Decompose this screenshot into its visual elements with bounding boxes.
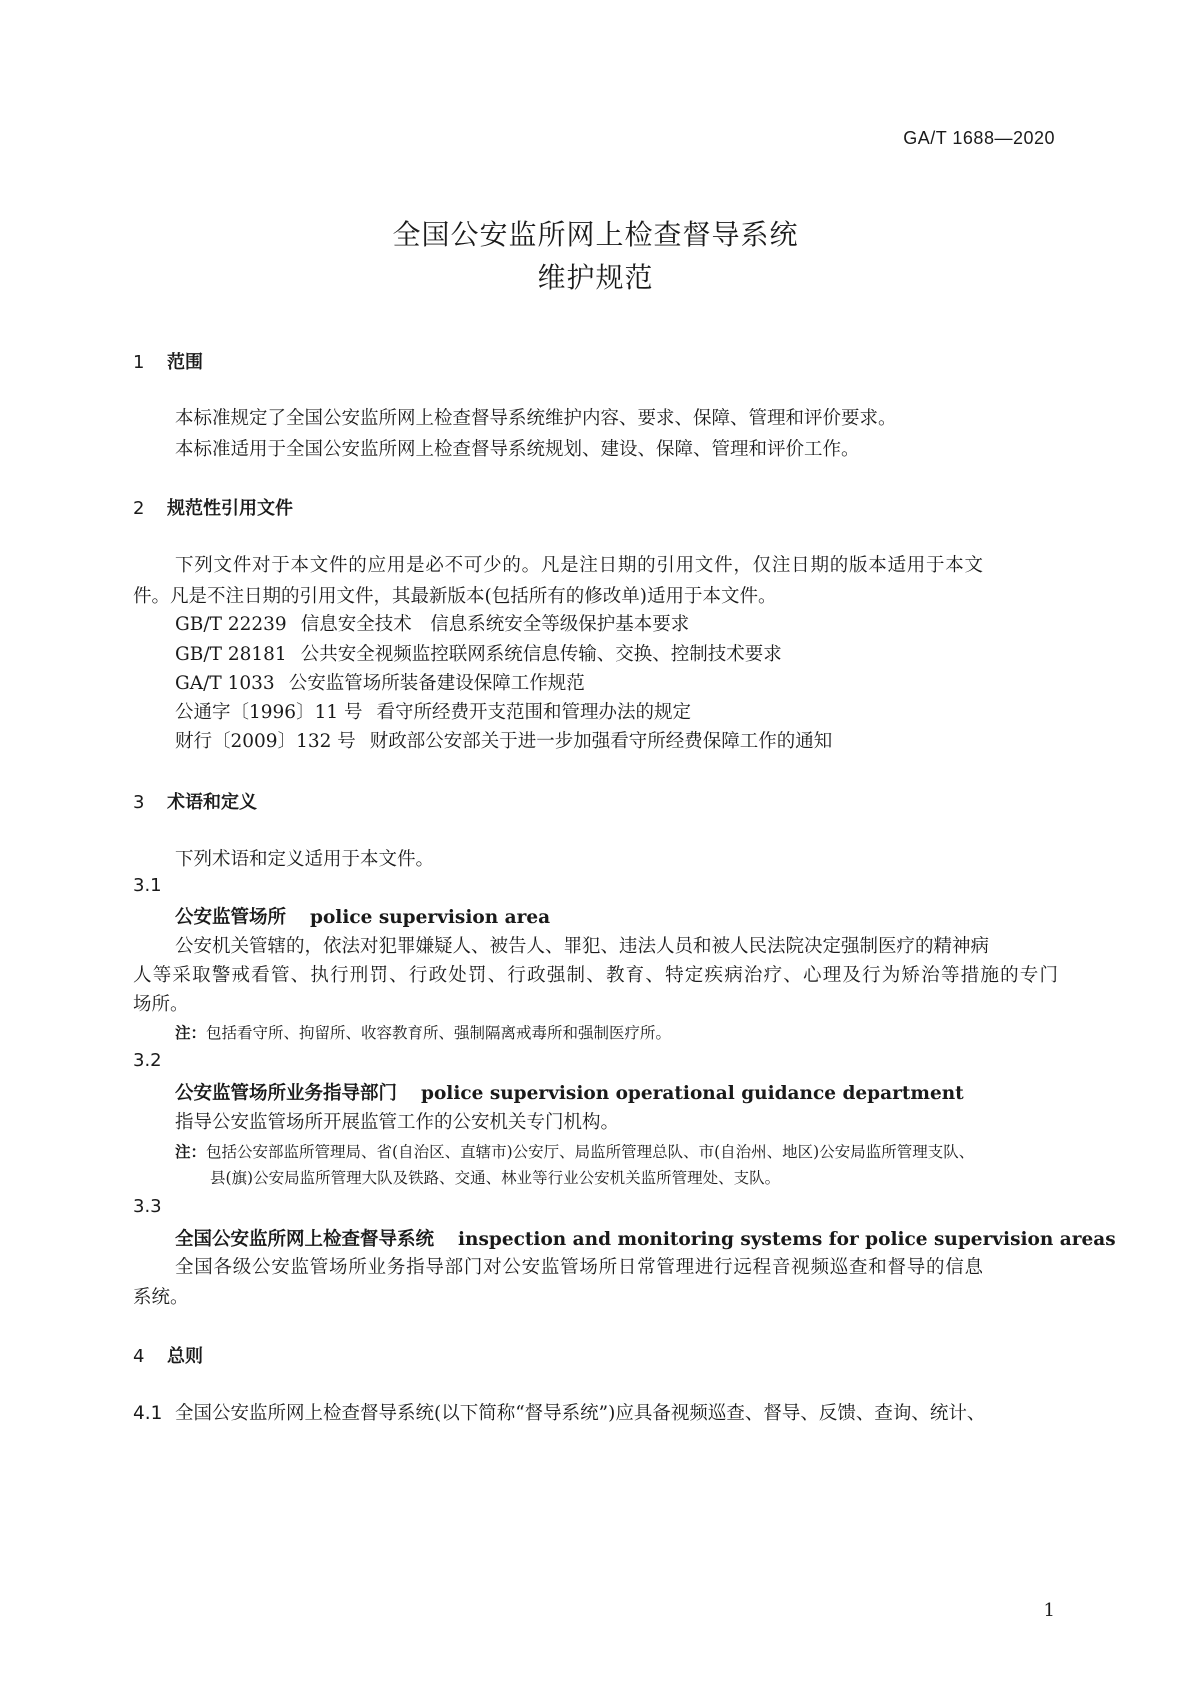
section-title: 总则	[167, 1346, 203, 1367]
reference-item	[175, 727, 832, 753]
reference-item	[175, 698, 691, 724]
paragraph-line: 件。凡是不注日期的引用文件，其最新版本(包括所有的修改单)适用于本文件。	[133, 586, 777, 607]
term-en: police supervision area	[310, 907, 551, 928]
document-title-line1: 全国公安监所网上检查督导系统	[392, 218, 799, 251]
definition-line: 全国各级公安监管场所业务指导部门对公安监管场所日常管理进行远程音视频巡查和督导的信息	[175, 1257, 983, 1278]
reference-title: 公安监管场所装备建设保障工作规范	[288, 673, 585, 694]
paragraph-line: 下列文件对于本文件的应用是必不可少的。凡是注日期的引用文件，仅注日期的版本适用于本文	[175, 555, 983, 576]
reference-code: 财行〔2009〕132 号	[175, 731, 356, 752]
note-text: 包括公安部监所管理局、省(自治区、直辖市)公安厅、局监所管理总队、市(自治州、地区)公安局监所管理支队、	[206, 1143, 975, 1161]
definition-line: 公安机关管辖的，依法对犯罪嫌疑人、被告人、罪犯、违法人员和被人民法院决定强制医疗的精神病	[175, 936, 990, 957]
reference-item	[175, 669, 585, 695]
page-number: 1	[1043, 1600, 1055, 1621]
paragraph: 本标准适用于全国公安监所网上检查督导系统规划、建设、保障、管理和评价工作。	[175, 439, 860, 460]
note-text: 包括看守所、拘留所、收容教育所、强制隔离戒毒所和强制医疗所。	[206, 1024, 672, 1042]
term-number: 3.3	[133, 1196, 162, 1217]
definition-line: 系统。	[133, 1287, 189, 1308]
section-title: 术语和定义	[167, 792, 257, 813]
document-title-line2: 维护规范	[537, 261, 654, 294]
term-number: 3.1	[133, 875, 162, 896]
note-label: 注：	[175, 1024, 207, 1042]
term-heading	[175, 1079, 964, 1105]
section-title: 规范性引用文件	[167, 498, 293, 519]
section-number: 1	[133, 352, 145, 373]
term-zh: 公安监管场所业务指导部门	[175, 1083, 398, 1104]
clause-4-1	[133, 1399, 985, 1425]
section-1-heading	[133, 348, 203, 374]
reference-code: GB/T 28181	[175, 644, 287, 665]
note	[175, 1021, 671, 1043]
section-number: 4	[133, 1346, 145, 1367]
definition-line: 场所。	[133, 994, 189, 1015]
term-zh: 公安监管场所	[175, 907, 287, 928]
definition-line: 指导公安监管场所开展监管工作的公安机关专门机构。	[175, 1112, 620, 1133]
section-number: 3	[133, 792, 145, 813]
reference-item	[175, 640, 782, 666]
term-zh: 全国公安监所网上检查督导系统	[175, 1229, 435, 1250]
clause-number: 4.1	[133, 1403, 163, 1424]
standard-code: GA/T 1688—2020	[903, 128, 1055, 148]
section-2-heading	[133, 494, 293, 520]
term-number: 3.2	[133, 1050, 162, 1071]
section-3-heading	[133, 788, 257, 814]
reference-item	[175, 610, 689, 636]
reference-title: 公共安全视频监控联网系统信息传输、交换、控制技术要求	[300, 644, 782, 665]
paragraph: 本标准规定了全国公安监所网上检查督导系统维护内容、要求、保障、管理和评价要求。	[175, 408, 897, 429]
reference-title: 财政部公安部关于进一步加强看守所经费保障工作的通知	[369, 731, 833, 752]
term-en: inspection and monitoring systems for police supervision areas	[458, 1229, 1116, 1250]
definition-line: 人等采取警戒看管、执行刑罚、行政处罚、行政强制、教育、特定疾病治疗、心理及行为矫治等措施的专门	[133, 965, 1058, 986]
term-heading	[175, 903, 550, 929]
reference-code: GB/T 22239	[175, 614, 287, 635]
term-heading	[175, 1225, 1116, 1251]
paragraph: 下列术语和定义适用于本文件。	[175, 849, 435, 870]
reference-title: 看守所经费开支范围和管理办法的规定	[376, 702, 692, 723]
reference-code: 公通字〔1996〕11 号	[175, 702, 363, 723]
section-number: 2	[133, 498, 145, 519]
reference-code: GA/T 1033	[175, 673, 275, 694]
note-continuation: 县(旗)公安局监所管理大队及铁路、交通、林业等行业公安机关监所管理处、支队。	[210, 1169, 781, 1187]
section-4-heading	[133, 1342, 203, 1368]
section-title: 范围	[167, 352, 203, 373]
clause-text: 全国公安监所网上检查督导系统(以下简称“督导系统”)应具备视频巡查、督导、反馈、查询、统计、	[175, 1403, 986, 1424]
reference-title: 信息安全技术 信息系统安全等级保护基本要求	[300, 614, 690, 635]
term-en: police supervision operational guidance department	[421, 1083, 964, 1104]
note	[175, 1140, 974, 1162]
note-label: 注：	[175, 1143, 207, 1161]
